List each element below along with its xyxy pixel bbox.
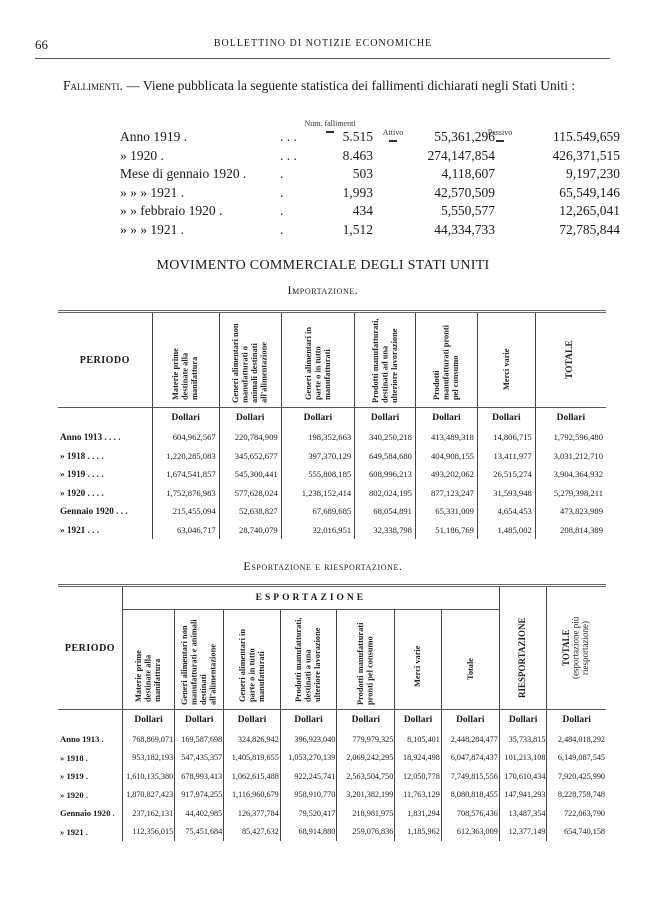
value-cell: 12,377,149 [499,823,547,842]
passivo-cell: 65,549,146 [559,184,620,200]
passivo-cell: 426,371,515 [552,147,620,163]
row-label: » 1921 . [60,826,88,837]
import-row [58,428,606,447]
passivo-cell: 12,265,041 [559,203,620,219]
import-row [58,502,606,521]
attivo-cell: 44,334,733 [434,221,495,237]
export-col-header: Generi alimentari non manufatturati e animali destinati all'alimentazione [175,610,224,710]
period-header: PERIODO [58,312,152,408]
period-header: PERIODO [58,586,122,710]
page-number: 66 [35,37,48,52]
leader-dots: . . . [280,129,297,145]
unit-label: Dollari [395,710,441,731]
value-cell: 649,584,680 [355,447,416,466]
value-cell: 3,201,382,199 [337,786,395,805]
value-cell: 396,923,040 [280,730,337,749]
value-cell: 126,377,784 [224,804,281,823]
value-cell: 802,024,195 [355,484,416,503]
value-cell: 79,520,417 [280,804,337,823]
value-cell: 147,941,293 [499,786,547,805]
value-cell: 877,123,247 [415,484,477,503]
value-cell: 215,455,094 [152,502,219,521]
value-cell: 654,740,158 [547,823,606,842]
unit-label: Dollari [219,408,281,429]
value-cell: 722,063,790 [547,804,606,823]
row-label: » » » 1921 . [120,221,185,237]
row-label: » 1920 . [60,789,88,800]
fallimenti-paragraph [35,77,610,94]
unit-label: Dollari [415,408,477,429]
value-cell: 31,593,948 [477,484,535,503]
value-cell: 6,149,087,545 [547,749,606,768]
import-row [58,521,606,540]
import-col-header: Merci varie [477,312,535,408]
esportazione-group-header: ESPORTAZIONE [122,586,499,610]
attivo-cell: 55,361,296 [434,129,495,145]
value-cell: 8,080,818,455 [441,786,499,805]
value-cell: 32,338,798 [355,521,416,540]
passivo-cell: 72,785,844 [559,221,620,237]
unit-label: Dollari [280,710,337,731]
value-cell: 8,228,759,748 [547,786,606,805]
value-cell: 1,674,541,857 [152,465,219,484]
value-cell: 953,182,193 [122,749,174,768]
value-cell: 1,831,294 [395,804,441,823]
value-cell: 340,250,218 [355,428,416,447]
value-cell: 1,116,960,679 [224,786,281,805]
leader-dots: . [280,166,284,182]
unit-label: Dollari [535,408,606,429]
value-cell: 112,356,015 [122,823,174,842]
passivo-cell: 115.549,659 [553,129,620,145]
import-col-header: Prodotti manufatturati pronti pel consumo [415,312,477,408]
fallimenti-col-passivo: Passivo [470,128,530,142]
fallimenti-col-attivo: Attivo [363,128,423,142]
export-col-header: Prodotti manufatturati, destinati a una ulteriore lavorazione [280,610,337,710]
value-cell: 779,979,325 [337,730,395,749]
fallimenti-row [120,202,620,221]
value-cell: 28,740,079 [219,521,281,540]
value-cell: 1,220,285,083 [152,447,219,466]
fallimenti-row [120,128,620,147]
import-col-header: Generi alimentari non manufatturati o animali destinati all'alimentazione [219,312,281,408]
value-cell: 324,826,942 [224,730,281,749]
value-cell: 493,202,062 [415,465,477,484]
value-cell: 413,489,318 [415,428,477,447]
value-cell: 3,904,364,932 [535,465,606,484]
export-table [58,584,606,841]
value-cell: 3,031,212,710 [535,447,606,466]
fallimenti-text: — Viene pubblicata la seguente statistica dei fallimenti dichiarati negli Stati Uniti : [122,78,576,93]
value-cell: 51,186,769 [415,521,477,540]
value-cell: 345,652,677 [219,447,281,466]
value-cell: 7,920,425,990 [547,767,606,786]
unit-label: Dollari [224,710,281,731]
row-label: » 1919 . . . . [60,469,104,480]
unit-label: Dollari [337,710,395,731]
row-label: Gennaio 1920 . [60,808,115,819]
value-cell: 1,405,819,655 [224,749,281,768]
attivo-cell: 274,147,854 [427,147,495,163]
value-cell: 473,823,989 [535,502,606,521]
value-cell: 678,993,413 [175,767,224,786]
value-cell: 1,485,002 [477,521,535,540]
value-cell: 237,162,131 [122,804,174,823]
unit-label: Dollari [441,710,499,731]
export-col-header: Materie prime destinate alla manifattura [122,610,174,710]
value-cell: 1,792,596,480 [535,428,606,447]
export-col-header: Merci varie [395,610,441,710]
row-label: Anno 1913 . [60,734,104,745]
leader-dots: . [280,184,284,200]
unit-row [58,710,606,731]
row-label: » » » 1921 . [120,184,185,200]
value-cell: 1,185,962 [395,823,441,842]
row-label: » 1920 . . . . [60,487,104,498]
value-cell: 101,213,108 [499,749,547,768]
import-row [58,447,606,466]
leader-dots: . [280,203,284,219]
unit-label: Dollari [122,710,174,731]
value-cell: 208,814,389 [535,521,606,540]
value-cell: 2,448,284,477 [441,730,499,749]
value-cell: 35,733,815 [499,730,547,749]
row-label: » 1918 . . . . [60,450,104,461]
num-fallimenti-cell: 503 [352,166,373,182]
value-cell: 708,576,436 [441,804,499,823]
import-col-header: Prodotti manufatturati, destinati ad una ulteriore lavorazione [355,312,416,408]
value-cell: 198,352,663 [281,428,354,447]
value-cell: 2,069,242,295 [337,749,395,768]
num-fallimenti-cell: 1,993 [342,184,373,200]
passivo-cell: 9,197,230 [566,166,620,182]
value-cell: 555,808,185 [281,465,354,484]
value-cell: 547,435,357 [175,749,224,768]
row-label: Mese di gennaio 1920 . [120,166,247,182]
value-cell: 404,908,155 [415,447,477,466]
row-label: Gennaio 1920 . . . [60,506,128,517]
import-row [58,484,606,503]
fallimenti-row [120,184,620,203]
import-table [58,310,606,539]
value-cell: 5,279,398,211 [535,484,606,503]
export-row [58,730,606,749]
value-cell: 13,411,977 [477,447,535,466]
row-label: » 1919 . [60,771,88,782]
export-row [58,767,606,786]
unit-label: Dollari [281,408,354,429]
value-cell: 68,914,880 [280,823,337,842]
unit-label: Dollari [355,408,416,429]
fallimenti-row [120,221,620,240]
leader-dots: . . . [280,147,297,163]
num-fallimenti-cell: 8.463 [342,147,373,163]
value-cell: 8,105,401 [395,730,441,749]
value-cell: 11,763,129 [395,786,441,805]
unit-row [58,408,606,429]
attivo-cell: 5,550,577 [441,203,495,219]
value-cell: 7,749,815,556 [441,767,499,786]
export-row [58,823,606,842]
export-col-header: Generi alimentari in parte o in tutto manufatturati [224,610,281,710]
leader-dots: . [280,221,284,237]
value-cell: 1,610,135,380 [122,767,174,786]
value-cell: 2,484,018,292 [547,730,606,749]
value-cell: 397,370,129 [281,447,354,466]
col-header-totale-generale: TOTALE (esportazione più riesportazione) [547,586,606,710]
value-cell: 604,962,567 [152,428,219,447]
value-cell: 169,587,698 [175,730,224,749]
value-cell: 1,238,152,414 [281,484,354,503]
value-cell: 4,654,453 [477,502,535,521]
value-cell: 922,245,741 [280,767,337,786]
import-title: Importazione. [287,283,359,297]
fallimenti-col-num: Num. fallimenti [300,119,360,133]
attivo-cell: 42,570,509 [434,184,495,200]
header-rule [35,58,610,59]
value-cell: 26,515,274 [477,465,535,484]
value-cell: 67,689,685 [281,502,354,521]
col-header-riesportazione: RIESPORTAZIONE [499,586,547,710]
row-label: » 1920 . [120,147,164,163]
num-fallimenti-cell: 5.515 [342,129,373,145]
import-col-header: Generi alimentari in parte o in tutto manufatturati [281,312,354,408]
fallimenti-lead: Fallimenti. [63,78,123,93]
unit-label: Dollari [547,710,606,731]
import-col-header: Materie prime destinate alla manifattura [152,312,219,408]
value-cell: 14,806,715 [477,428,535,447]
value-cell: 220,784,909 [219,428,281,447]
unit-label: Dollari [152,408,219,429]
value-cell: 608,996,213 [355,465,416,484]
value-cell: 6,047,874,437 [441,749,499,768]
export-row [58,786,606,805]
value-cell: 44,402,985 [175,804,224,823]
value-cell: 1,870,827,423 [122,786,174,805]
attivo-cell: 4,118,607 [441,166,495,182]
value-cell: 68,054,891 [355,502,416,521]
fallimenti-row [120,165,620,184]
unit-label: Dollari [499,710,547,731]
value-cell: 218,981,975 [337,804,395,823]
fallimenti-table [120,128,620,239]
unit-label: Dollari [477,408,535,429]
num-fallimenti-cell: 1,512 [342,221,373,237]
row-label: » 1921 . . . [60,524,100,535]
value-cell: 545,300,441 [219,465,281,484]
value-cell: 1,053,270,139 [280,749,337,768]
running-title: BOLLETTINO DI NOTIZIE ECONOMICHE [213,38,433,49]
import-col-header: TOTALE [535,312,606,408]
export-col-header: Prodotti manufatturati pronti pel consumo [337,610,395,710]
export-title: Esportazione e riesportazione. [243,559,403,573]
value-cell: 259,076,836 [337,823,395,842]
value-cell: 13,487,354 [499,804,547,823]
export-col-header: Totale [441,610,499,710]
value-cell: 768,869,071 [122,730,174,749]
value-cell: 63,046,717 [152,521,219,540]
row-label: » 1918 . [60,752,88,763]
export-row [58,804,606,823]
import-row [58,465,606,484]
value-cell: 32,016,951 [281,521,354,540]
value-cell: 170,610,434 [499,767,547,786]
value-cell: 18,924,498 [395,749,441,768]
section-title: MOVIMENTO COMMERCIALE DEGLI STATI UNITI [156,258,490,273]
row-label: Anno 1913 . . . . [60,432,121,443]
value-cell: 917,974,255 [175,786,224,805]
value-cell: 958,910,770 [280,786,337,805]
value-cell: 52,638,827 [219,502,281,521]
export-row [58,749,606,768]
unit-label: Dollari [175,710,224,731]
value-cell: 85,427,632 [224,823,281,842]
value-cell: 1,752,876,983 [152,484,219,503]
row-label: » » febbraio 1920 . [120,203,223,219]
value-cell: 612,363,009 [441,823,499,842]
value-cell: 12,050,778 [395,767,441,786]
value-cell: 75,451,684 [175,823,224,842]
value-cell: 2,563,504,750 [337,767,395,786]
value-cell: 65,331,009 [415,502,477,521]
row-label: Anno 1919 . [120,129,188,145]
num-fallimenti-cell: 434 [352,203,373,219]
value-cell: 1,062,615,488 [224,767,281,786]
fallimenti-row [120,147,620,166]
value-cell: 577,628,024 [219,484,281,503]
